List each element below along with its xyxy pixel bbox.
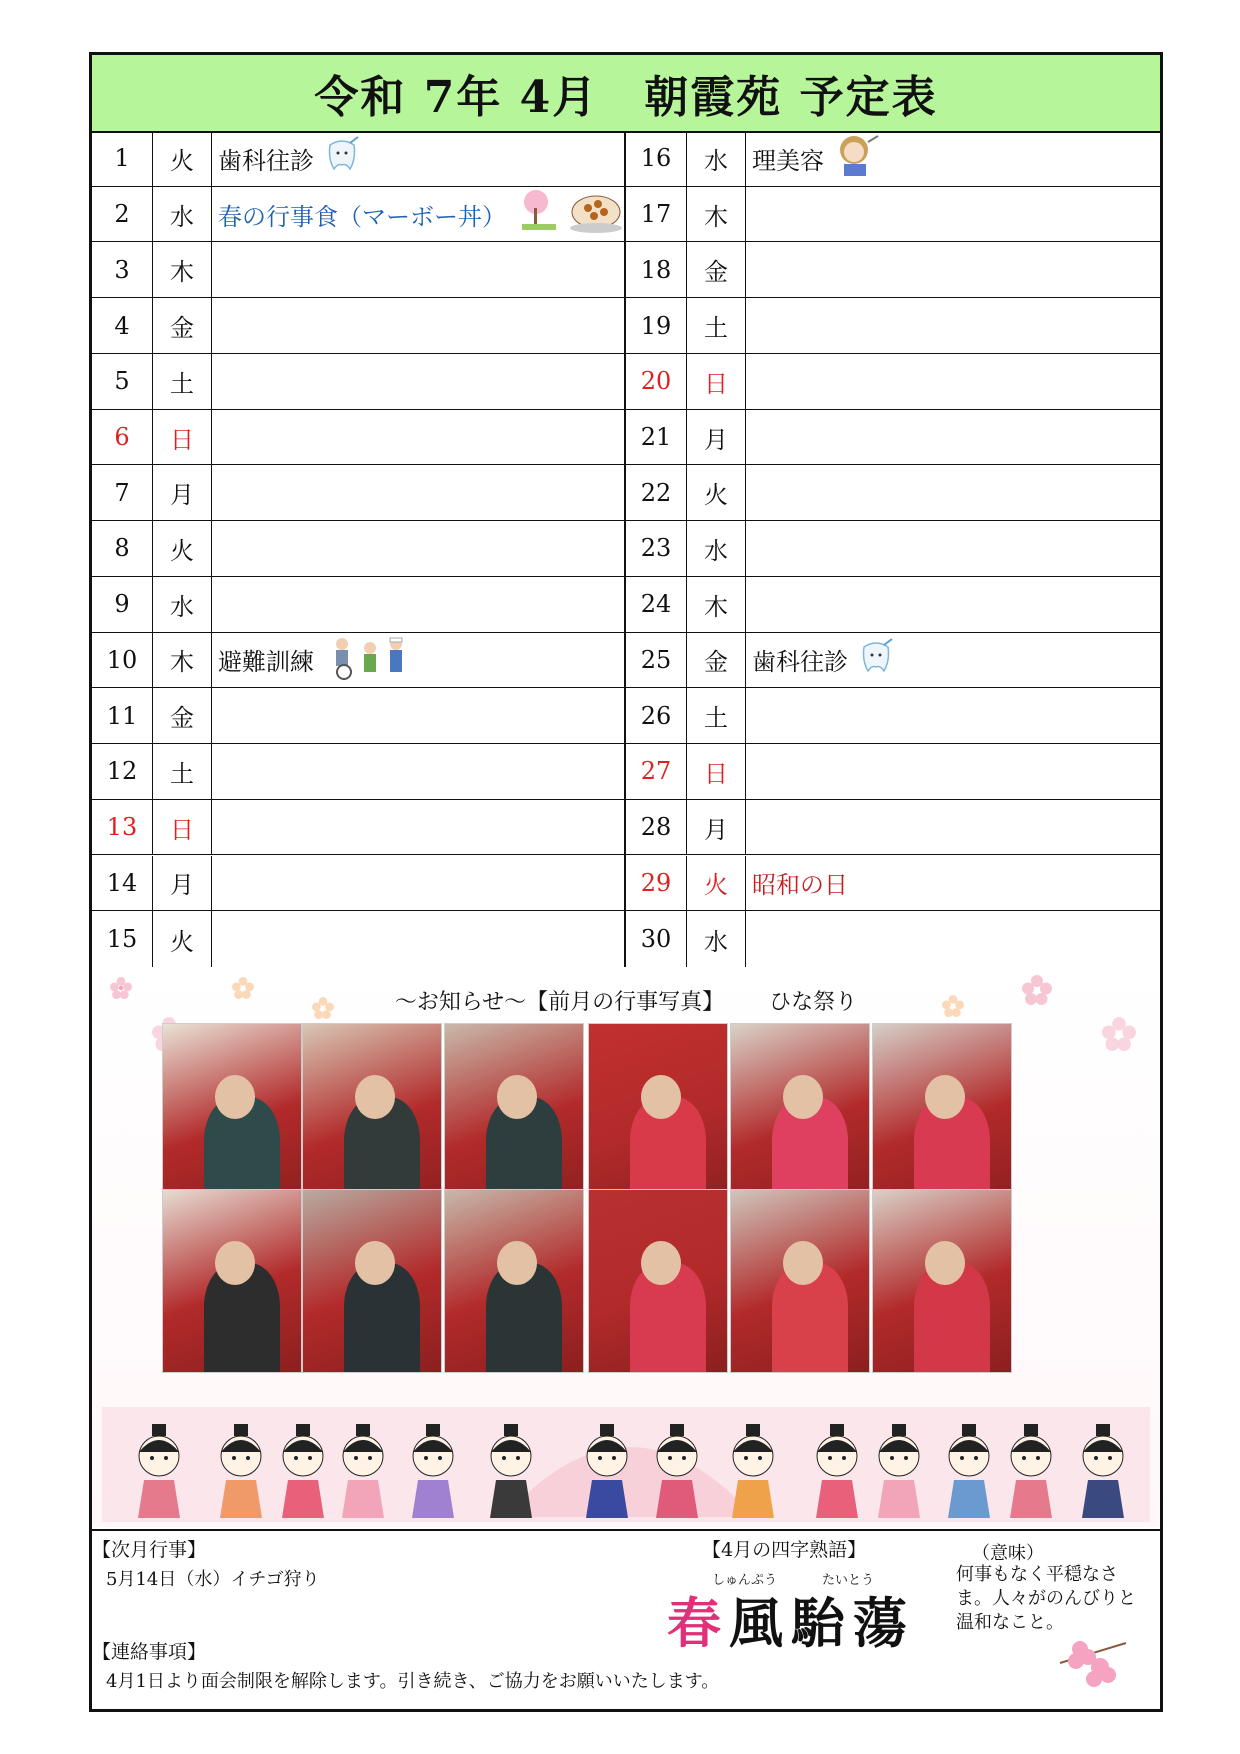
event-text: 避難訓練 (218, 648, 314, 677)
event-photo (302, 1189, 442, 1373)
day-number: 22 (626, 465, 687, 520)
weekday: 土 (687, 298, 746, 353)
calendar-row (626, 298, 1160, 354)
event-text: 春の行事食（マーボー丼） (218, 202, 506, 231)
day-number: 11 (92, 688, 153, 743)
weekday: 月 (153, 856, 212, 911)
event-cell (746, 577, 1160, 632)
event-text: 理美容 (752, 146, 824, 175)
blossom-icon (1102, 1017, 1136, 1051)
calendar-row (92, 856, 624, 912)
notice-section (92, 967, 1160, 1527)
hina-doll-icon (334, 1422, 392, 1518)
calendar-row (92, 911, 624, 967)
day-number: 24 (626, 577, 687, 632)
event-cell (746, 688, 1160, 743)
weekday: 日 (687, 354, 746, 409)
next-month-label: 【次月行事】 (92, 1539, 207, 1561)
day-number: 5 (92, 354, 153, 409)
cherry-blossom-icon (1058, 1633, 1128, 1691)
day-number: 4 (92, 298, 153, 353)
footer-section (92, 1529, 1160, 1711)
weekday: 月 (687, 410, 746, 465)
contact-text: 4月1日より面会制限を解除します。引き続き、ご協力をお願いいたします。 (106, 1671, 720, 1692)
hina-doll-icon (940, 1422, 998, 1518)
calendar-row (626, 410, 1160, 466)
calendar-row (626, 744, 1160, 800)
weekday: 月 (687, 800, 746, 855)
calendar-row (626, 354, 1160, 410)
calendar-right-column (626, 131, 1160, 967)
calendar-row (626, 465, 1160, 521)
day-number: 12 (92, 744, 153, 799)
notice-subject: ひな祭り (769, 990, 858, 1015)
day-number: 15 (92, 911, 153, 967)
event-photo (162, 1189, 302, 1373)
weekday: 木 (687, 187, 746, 242)
weekday: 火 (153, 911, 212, 967)
event-cell (212, 410, 624, 465)
event-photo (730, 1023, 870, 1207)
event-cell (746, 187, 1160, 242)
weekday: 木 (153, 633, 212, 688)
hina-doll-icon (648, 1422, 706, 1518)
day-number: 26 (626, 688, 687, 743)
meaning-text: 何事もなく平穏なさま。人々がのんびりと温和なこと。 (956, 1564, 1136, 1633)
calendar-row (92, 688, 624, 744)
weekday: 土 (687, 688, 746, 743)
hina-doll-icon (1002, 1422, 1060, 1518)
event-photo (444, 1023, 584, 1207)
event-cell (746, 633, 1160, 688)
calendar-row (92, 577, 624, 633)
event-cell (212, 187, 624, 242)
notice-heading (92, 985, 1160, 1016)
weekday: 木 (687, 577, 746, 632)
day-number: 8 (92, 521, 153, 576)
calendar-row (626, 242, 1160, 298)
calendar-row (92, 465, 624, 521)
calendar-row (92, 354, 624, 410)
weekday: 木 (153, 242, 212, 297)
event-cell (212, 911, 624, 967)
day-number: 10 (92, 633, 153, 688)
weekday: 金 (687, 633, 746, 688)
hina-doll-icon (578, 1422, 636, 1518)
event-cell (746, 521, 1160, 576)
hina-doll-icon (274, 1422, 332, 1518)
weekday: 水 (153, 577, 212, 632)
calendar-row (626, 800, 1160, 856)
calendar-left-column (92, 131, 626, 967)
event-cell (212, 298, 624, 353)
event-cell (212, 354, 624, 409)
weekday: 水 (153, 187, 212, 242)
calendar-row (92, 410, 624, 466)
calendar-row (92, 131, 624, 187)
weekday: 水 (687, 911, 746, 967)
calendar-row (626, 856, 1160, 912)
day-number: 29 (626, 856, 687, 911)
contact-label: 【連絡事項】 (92, 1641, 207, 1663)
calendar-row (92, 633, 624, 689)
hairdresser-icon (832, 132, 882, 184)
event-photo (588, 1023, 728, 1207)
day-number: 20 (626, 354, 687, 409)
event-photo (162, 1023, 302, 1207)
weekday: 土 (153, 744, 212, 799)
hina-doll-icon (724, 1422, 782, 1518)
weekday: 日 (687, 744, 746, 799)
meaning-label: （意味） (972, 1543, 1044, 1564)
day-number: 21 (626, 410, 687, 465)
idiom-word (667, 1581, 915, 1658)
weekday: 日 (153, 410, 212, 465)
hina-doll-icon (404, 1422, 462, 1518)
hina-doll-icon (130, 1422, 188, 1518)
calendar-row (626, 633, 1160, 689)
weekday: 火 (153, 521, 212, 576)
day-number: 28 (626, 800, 687, 855)
weekday: 金 (153, 298, 212, 353)
idiom-reading-2: たいとう (822, 1573, 875, 1588)
weekday: 月 (153, 465, 212, 520)
idiom-rest: 風駘蕩 (729, 1591, 915, 1655)
event-photo (730, 1189, 870, 1373)
notice-heading-text: ～お知らせ～【前月の行事写真】 (394, 990, 725, 1015)
calendar (92, 131, 1160, 967)
hina-doll-icon (482, 1422, 540, 1518)
calendar-row (92, 298, 624, 354)
event-cell (746, 465, 1160, 520)
calendar-row (92, 521, 624, 577)
tooth-icon (856, 637, 896, 683)
calendar-row (92, 800, 624, 856)
weekday: 火 (687, 856, 746, 911)
day-number: 13 (92, 800, 153, 855)
idiom-label: 【4月の四字熟語】 (702, 1539, 867, 1561)
event-cell (212, 577, 624, 632)
event-photo (588, 1189, 728, 1373)
event-photo (872, 1189, 1012, 1373)
calendar-row (626, 911, 1160, 967)
day-number: 30 (626, 911, 687, 967)
calendar-row (92, 744, 624, 800)
event-cell (746, 911, 1160, 967)
hina-doll-icon (808, 1422, 866, 1518)
calendar-row (626, 131, 1160, 187)
event-cell (212, 521, 624, 576)
weekday: 金 (687, 242, 746, 297)
event-cell (746, 856, 1160, 911)
day-number: 18 (626, 242, 687, 297)
event-cell (212, 131, 624, 186)
day-number: 27 (626, 744, 687, 799)
event-cell (212, 744, 624, 799)
event-cell (212, 688, 624, 743)
event-photo (872, 1023, 1012, 1207)
hina-dolls-illustration (102, 1407, 1150, 1522)
day-number: 19 (626, 298, 687, 353)
day-number: 1 (92, 131, 153, 186)
event-cell (212, 633, 624, 688)
calendar-row (626, 577, 1160, 633)
day-number: 6 (92, 410, 153, 465)
day-number: 9 (92, 577, 153, 632)
weekday: 火 (687, 465, 746, 520)
event-photo (444, 1189, 584, 1373)
weekday: 水 (687, 131, 746, 186)
idiom-reading-1: しゅんぷう (712, 1573, 778, 1588)
event-cell (746, 354, 1160, 409)
calendar-row (92, 187, 624, 243)
day-number: 2 (92, 187, 153, 242)
schedule-sheet (89, 52, 1163, 1712)
weekday: 金 (153, 688, 212, 743)
idiom-first-char: 春 (667, 1591, 729, 1655)
next-month-text: 5月14日（水）イチゴ狩り (106, 1569, 320, 1590)
event-cell (746, 242, 1160, 297)
food-icon (514, 188, 624, 240)
day-number: 25 (626, 633, 687, 688)
calendar-row (626, 688, 1160, 744)
day-number: 3 (92, 242, 153, 297)
hina-doll-icon (1074, 1422, 1132, 1518)
calendar-row (626, 521, 1160, 577)
weekday: 水 (687, 521, 746, 576)
event-cell (212, 800, 624, 855)
tooth-icon (322, 135, 362, 181)
event-cell (746, 744, 1160, 799)
event-cell (212, 856, 624, 911)
weekday: 火 (153, 131, 212, 186)
weekday: 日 (153, 800, 212, 855)
event-text: 歯科往診 (218, 146, 314, 175)
hina-doll-icon (212, 1422, 270, 1518)
event-text: 昭和の日 (752, 871, 848, 900)
day-number: 23 (626, 521, 687, 576)
weekday: 土 (153, 354, 212, 409)
calendar-row (626, 187, 1160, 243)
event-cell (746, 298, 1160, 353)
event-text: 歯科往診 (752, 648, 848, 677)
hina-doll-icon (870, 1422, 928, 1518)
evacuation-icon (322, 634, 418, 686)
event-photo (302, 1023, 442, 1207)
calendar-row (92, 242, 624, 298)
day-number: 7 (92, 465, 153, 520)
day-number: 14 (92, 856, 153, 911)
event-cell (212, 465, 624, 520)
event-cell (212, 242, 624, 297)
day-number: 16 (626, 131, 687, 186)
event-cell (746, 131, 1160, 186)
event-cell (746, 800, 1160, 855)
page-title: 令和 7年 4月 朝霞苑 予定表 (92, 55, 1160, 133)
event-cell (746, 410, 1160, 465)
day-number: 17 (626, 187, 687, 242)
